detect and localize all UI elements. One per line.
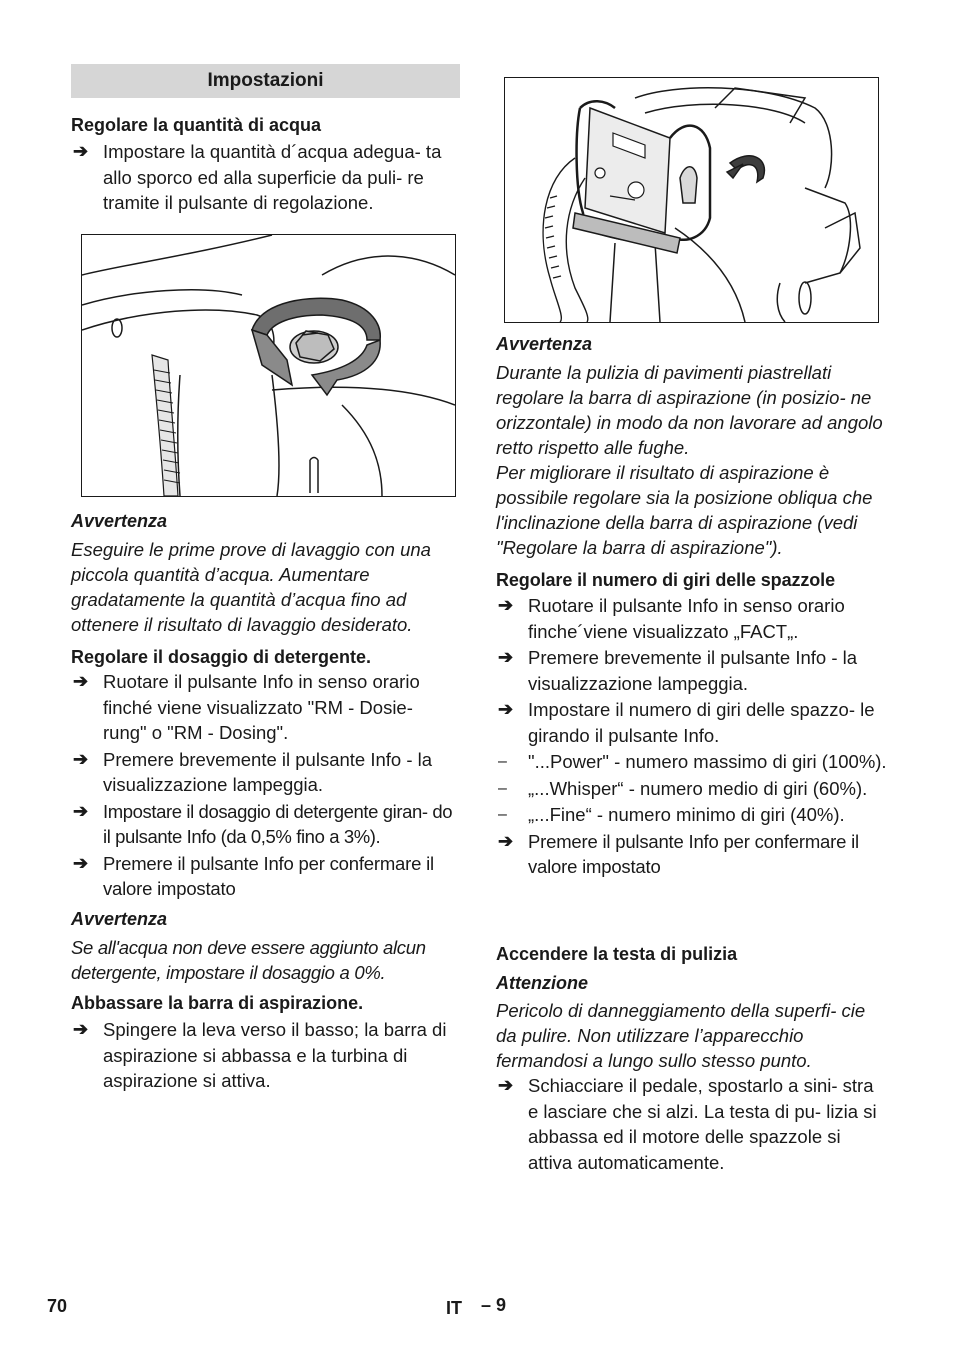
step-text: Schiacciare il pedale, spostarlo a sini- stra e lasciare che si alzi. La testa di pu- lizia si abbassa ed il motore delle spazzole si attiva automaticamente. <box>528 1075 877 1173</box>
right-arrow-icon: ➔ <box>73 141 89 161</box>
page-number: 70 <box>47 1296 68 1316</box>
step-item <box>71 747 461 798</box>
suction-steps <box>71 1017 461 1094</box>
option-item <box>496 802 888 828</box>
step-item <box>496 593 888 644</box>
note2-text: Se all'acqua non deve essere aggiunto alcun detergente, impostare il dosaggio a 0%. <box>71 937 426 983</box>
option-item <box>496 776 888 802</box>
step-text: Premere brevemente il pulsante Info - la visualizzazione lampeggia. <box>528 647 858 694</box>
step-item <box>496 829 888 880</box>
option-item <box>496 749 888 775</box>
water-heading: Regolare la quantità di acqua <box>71 115 322 135</box>
head-warning-text: Pericolo di danneggiamento della superfi- cie da pulire. Non utilizzare l’apparecchio fermandosi a lungo sullo stesso punto. <box>496 1000 866 1071</box>
brush-speed-heading: Regolare il numero di giri delle spazzole <box>496 570 835 590</box>
sub-page-number: – 9 <box>481 1295 507 1315</box>
step-text: Premere brevemente il pulsante Info - la visualizzazione lampeggia. <box>103 748 433 795</box>
detergent-steps <box>71 669 461 902</box>
head-heading: Accendere la testa di pulizia <box>496 944 738 964</box>
step-item <box>496 1073 888 1175</box>
step-item <box>71 1017 461 1094</box>
dash-icon: – <box>498 806 507 823</box>
head-steps <box>496 1073 888 1175</box>
right-arrow-icon: ➔ <box>73 800 88 821</box>
water-knob-illustration <box>81 234 456 497</box>
brush-speed-steps <box>496 593 888 880</box>
step-item <box>496 697 888 748</box>
dash-icon: – <box>498 779 507 797</box>
step-text: Impostare il numero di giri delle spazzo- le girando il pulsante Info. <box>528 699 875 746</box>
suction-heading: Abbassare la barra di aspirazione. <box>71 993 364 1013</box>
step-text: Ruotare il pulsante Info in senso orario finché viene visualizzato "RM - Dosie- rung" o "RM - Dosing". <box>103 671 420 743</box>
right-arrow-icon: ➔ <box>73 852 88 873</box>
section-title: Impostazioni <box>71 64 460 98</box>
detergent-heading: Regolare il dosaggio di detergente. <box>71 647 372 667</box>
right-arrow-icon: ➔ <box>498 647 514 667</box>
head-warning-label: Attenzione <box>496 973 588 993</box>
step-text: Premere il pulsante Info per confermare il valore impostato <box>528 830 859 877</box>
machine-illustration <box>504 77 879 323</box>
note1-text: Eseguire le prime prove di lavaggio con una piccola quantità d’acqua. Aumentare gradatamente la quantità d’acqua fino ad ottenere il risultato di lavaggio desiderato. <box>71 539 431 635</box>
step-text: Spingere la leva verso il basso; la barra di aspirazione si abbassa e la turbina di aspirazione si attiva. <box>103 1019 447 1091</box>
right-arrow-icon: ➔ <box>73 1019 89 1039</box>
step-item <box>496 645 888 696</box>
machine-drawing <box>505 78 878 322</box>
right-arrow-icon: ➔ <box>498 830 513 851</box>
step-item <box>71 799 461 850</box>
step-item <box>71 851 461 902</box>
right-arrow-icon: ➔ <box>498 699 514 719</box>
right-arrow-icon: ➔ <box>73 671 89 691</box>
step-text: Premere il pulsante Info per confermare il valore impostato <box>103 852 434 899</box>
option-text: „...Whisper“ - numero medio di giri (60%). <box>528 777 868 799</box>
language-code: IT <box>446 1298 462 1318</box>
right-arrow-icon: ➔ <box>73 748 89 769</box>
step-item <box>71 669 461 746</box>
step-item <box>71 139 461 216</box>
step-text: Impostare la quantità d´acqua adegua- ta allo sporco ed alla superficie da puli- re tramite il pulsante di regolazione. <box>103 141 442 213</box>
note1-label: Avvertenza <box>71 511 168 531</box>
option-text: "...Power" - numero massimo di giri (100%). <box>528 751 887 772</box>
right-arrow-icon: ➔ <box>498 1075 514 1095</box>
right-arrow-icon: ➔ <box>498 595 514 615</box>
option-text: „...Fine“ - numero minimo di giri (40%). <box>528 804 845 825</box>
dash-icon: – <box>498 753 507 770</box>
note3-text2: Per migliorare il risultato di aspirazione è possibile regolare sia la posizione obliqua che l'inclinazione della barra di aspirazione (vedi "Regolare la barra di aspirazione"). <box>496 462 873 558</box>
step-text: Impostare il dosaggio di detergente giran- do il pulsante Info (da 0,5% fino a 3%). <box>103 800 453 847</box>
note3-text1: Durante la pulizia di pavimenti piastrellati regolare la barra di aspirazione (in posizio- ne orizzontale) in modo da non lavorare ad angolo retto rispetto alle fughe. <box>496 362 883 458</box>
note3-label: Avvertenza <box>496 334 593 354</box>
step-text: Ruotare il pulsante Info in senso orario finche´viene visualizzato „FACT„. <box>528 595 845 642</box>
water-steps <box>71 139 461 216</box>
water-knob-drawing <box>82 235 455 496</box>
note2-label: Avvertenza <box>71 909 168 929</box>
